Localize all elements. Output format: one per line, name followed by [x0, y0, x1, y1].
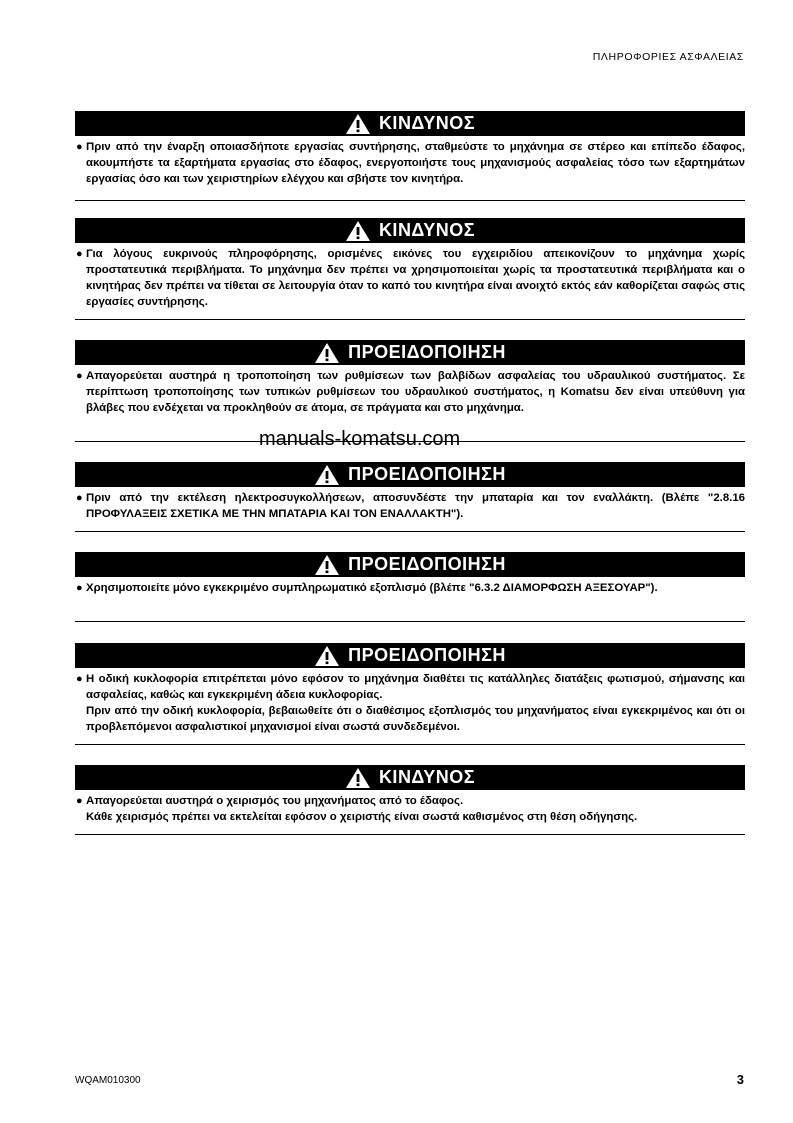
bullet: ●	[76, 582, 83, 594]
warning-box-4	[75, 643, 745, 745]
page-number: 3	[736, 1072, 744, 1087]
box-content	[75, 487, 745, 532]
danger-box-1	[75, 111, 745, 201]
warning-triangle-icon	[314, 464, 340, 486]
banner-label: ΠΡΟΕΙΔΟΠΟΙΗΣΗ	[348, 645, 506, 665]
warning-banner	[75, 552, 745, 577]
warning-banner	[75, 462, 745, 487]
box-content	[75, 243, 745, 320]
bullet: ●	[76, 492, 83, 504]
box-content	[75, 577, 745, 622]
banner-label: ΚΙΝΔΥΝΟΣ	[378, 113, 476, 133]
box-text: Πριν από την έναρξη οποιασδήποτε εργασίας συντήρησης, σταθμεύστε το μηχάνημα σε στέρεο και επίπεδο έδαφος, ακουμπήστε τα εξαρτήματα εργασίας στο έδαφος, ενεργοποιήστε τους μηχανισμούς ασφαλείας τόσο των εξαρτημάτων εργασίας όσο και των χειριστηρίων ελέγχου και σβήστε τον κινητήρα.	[86, 141, 745, 185]
banner-label: ΠΡΟΕΙΔΟΠΟΙΗΣΗ	[348, 342, 506, 362]
warning-banner	[75, 643, 745, 668]
warning-triangle-icon	[314, 554, 340, 576]
box-text-continued: Πριν από την οδική κυκλοφορία, βεβαιωθείτε ότι ο διαθέσιμος εξοπλισμός του μηχανήματος είναι εγκεκριμένος και ότι οι προβλεπόμενοι ασφαλιστικοί μηχανισμοί είναι σωστά συνδεδεμένοι.	[86, 705, 745, 733]
danger-box-3	[75, 765, 745, 835]
box-text: Απαγορεύεται αυστηρά ο χειρισμός του μηχανήματος από το έδαφος.	[86, 795, 464, 807]
box-text: Η οδική κυκλοφορία επιτρέπεται μόνο εφόσον το μηχάνημα διαθέτει τις κατάλληλες διατάξεις φωτισμού, σήμανσης και ασφαλείας, καθώς και εγκεκριμένη άδεια κυκλοφορίας.	[86, 673, 745, 701]
bullet: ●	[76, 673, 83, 685]
box-content	[75, 790, 745, 835]
warning-triangle-icon	[314, 645, 340, 667]
box-text: Πριν από την εκτέλεση ηλεκτροσυγκολλήσεων, αποσυνδέστε την μπαταρία και τον εναλλάκτη. (Βλέπε "2.8.16 ΠΡΟΦΥΛΑΞΕΙΣ ΣΧΕΤΙΚΑ ΜΕ ΤΗΝ ΜΠΑΤΑΡΙΑ ΚΑΙ ΤΟΝ ΕΝΑΛΛΑΚΤΗ").	[86, 492, 745, 520]
bullet: ●	[76, 248, 83, 260]
danger-banner	[75, 218, 745, 243]
bullet: ●	[76, 795, 83, 807]
danger-box-2	[75, 218, 745, 320]
box-text: Απαγορεύεται αυστηρά η τροποποίηση των ρυθμίσεων των βαλβίδων ασφαλείας του υδραυλικού συστήματος. Σε περίπτωση τροποποίησης των τυπικών ρυθμίσεων του υδραυλικού συστήματος, η Komatsu δεν είναι υπεύθυνη για βλάβες που ενδέχεται να προκληθούν σε άτομα, σε πράγματα και στο μηχάνημα.	[86, 370, 745, 414]
document-code: WQAM010300	[75, 1075, 141, 1086]
bullet: ●	[76, 141, 83, 153]
danger-banner	[75, 765, 745, 790]
warning-box-3	[75, 552, 745, 622]
banner-label: ΚΙΝΔΥΝΟΣ	[378, 220, 476, 240]
box-text-continued: Κάθε χειρισμός πρέπει να εκτελείται εφόσον ο χειριστής είναι σωστά καθισμένος στη θέση οδήγησης.	[86, 811, 638, 823]
bullet: ●	[76, 370, 83, 382]
warning-triangle-icon	[345, 767, 371, 789]
warning-banner	[75, 340, 745, 365]
warning-triangle-icon	[345, 220, 371, 242]
page-header-title: ΠΛΗΡΟΦΟΡΙΕΣ ΑΣΦΑΛΕΙΑΣ	[592, 51, 744, 63]
danger-banner	[75, 111, 745, 136]
banner-label: ΚΙΝΔΥΝΟΣ	[378, 767, 476, 787]
warning-triangle-icon	[345, 113, 371, 135]
watermark-text: manuals-komatsu.com	[259, 428, 461, 450]
box-content	[75, 668, 745, 745]
banner-label: ΠΡΟΕΙΔΟΠΟΙΗΣΗ	[348, 464, 506, 484]
warning-box-1	[75, 340, 745, 442]
box-text: Για λόγους ευκρινούς πληροφόρησης, ορισμένες εικόνες του εγχειριδίου απεικονίζουν το μηχάνημα χωρίς προστατευτικά περιβλήματα. Το μηχάνημα δεν πρέπει να χρησιμοποιείται χωρίς τα προστατευτικά περιβλήματα και ο κινητήρας δεν πρέπει να τίθεται σε λειτουργία όταν το καπό του κινητήρα είναι ανοιχτό εκτός εάν καθορίζεται σαφώς στις εργασίες συντήρησης.	[86, 248, 745, 308]
box-content	[75, 136, 745, 201]
warning-box-2	[75, 462, 745, 532]
warning-triangle-icon	[314, 342, 340, 364]
box-text: Χρησιμοποιείτε μόνο εγκεκριμένο συμπληρωματικό εξοπλισμό (βλέπε "6.3.2 ΔΙΑΜΟΡΦΩΣΗ ΑΞΕΣΟΥΑΡ").	[86, 582, 658, 594]
banner-label: ΠΡΟΕΙΔΟΠΟΙΗΣΗ	[348, 554, 506, 574]
